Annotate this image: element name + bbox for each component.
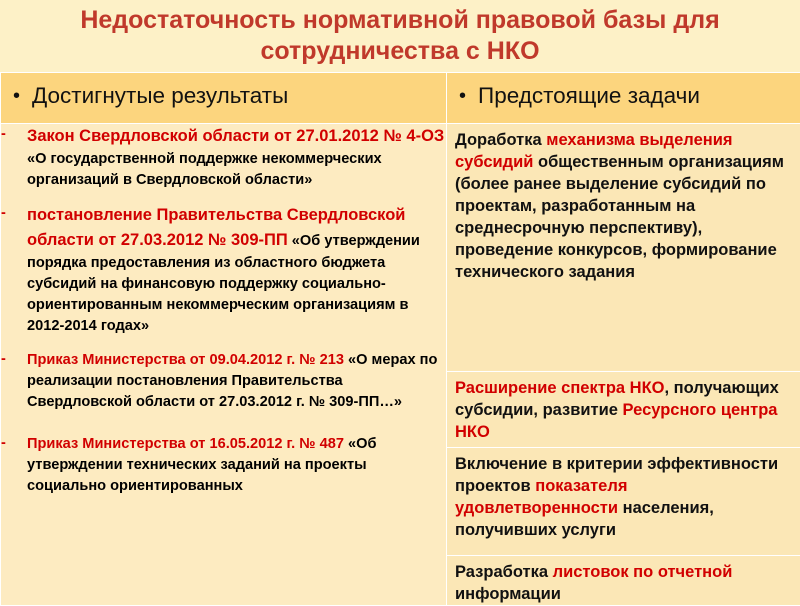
task-highlight: показателя удовлетворенности (455, 477, 627, 517)
task-text: населения, получивших услуги (455, 499, 714, 539)
task-text: , получающих субсидии, развитие (455, 379, 779, 419)
bullet-icon: • (459, 85, 466, 108)
dash-marker: - (1, 349, 27, 413)
slide-title (0, 0, 800, 72)
header-left (1, 73, 447, 124)
dash-marker: - (1, 124, 27, 191)
list-item (1, 433, 446, 497)
list-item (1, 349, 446, 413)
list-item (1, 203, 446, 337)
task-cell-4 (447, 556, 800, 606)
document-title: «О мерах по реализации постановления Правительства Свердловской области от 27.03.2012 г. № 309-ПП…» (27, 352, 437, 410)
document-ref: Приказ Министерства от 09.04.2012 г. № 213 (27, 352, 344, 368)
task-highlight: механизма выделения субсидий (455, 131, 732, 171)
dash-marker: - (1, 203, 27, 337)
achieved-results-cell (1, 124, 447, 606)
header-right-label: Предстоящие задачи (478, 83, 700, 109)
document-ref: постановление Правительства Свердловской области от 27.03.2012 № 309-ПП (27, 206, 405, 249)
task-highlight: Расширение спектра НКО (455, 379, 664, 397)
header-row (1, 73, 800, 124)
task-highlight: Ресурсного центра НКО (455, 401, 777, 441)
bullet-icon: • (13, 85, 20, 108)
comparison-table (0, 72, 800, 606)
task-text: информации (455, 585, 561, 603)
document-ref: Приказ Министерства от 16.05.2012 г. № 487 (27, 436, 344, 452)
document-ref: Закон Свердловской области от 27.01.2012 № 4-ОЗ (27, 127, 444, 145)
task-text: общественным организациям (более ранее выделение субсидий по проектам, разработанным на среднесрочную перспективу), проведение конкурсов, формирование технического задания (455, 153, 784, 281)
title-line-2: сотрудничества с НКО (260, 36, 539, 67)
task-text: Включение в критерии эффективности проектов (455, 455, 778, 495)
title-line-1: Недостаточность нормативной правовой базы для (80, 5, 719, 36)
document-title: «О государственной поддержке некоммерческих организаций в Свердловской области» (27, 151, 382, 188)
document-title: «Об утверждении порядка предоставления из областного бюджета субсидий на финансовую поддержку социально-ориентированным некоммерческим организациям в 2012-2014 годах» (27, 233, 420, 334)
task-text: Доработка (455, 131, 546, 149)
row-1 (1, 124, 800, 372)
task-cell-2 (447, 372, 800, 448)
header-left-label: Достигнутые результаты (32, 83, 288, 109)
dash-marker: - (1, 433, 27, 497)
document-title: «Об утверждении технических заданий на проекты социально ориентированных (27, 436, 377, 494)
header-right (447, 73, 800, 124)
list-item (1, 124, 446, 191)
task-cell-1 (447, 124, 800, 372)
task-cell-3 (447, 448, 800, 556)
task-text: Разработка (455, 563, 553, 581)
task-highlight: листовок по отчетной (553, 563, 733, 581)
